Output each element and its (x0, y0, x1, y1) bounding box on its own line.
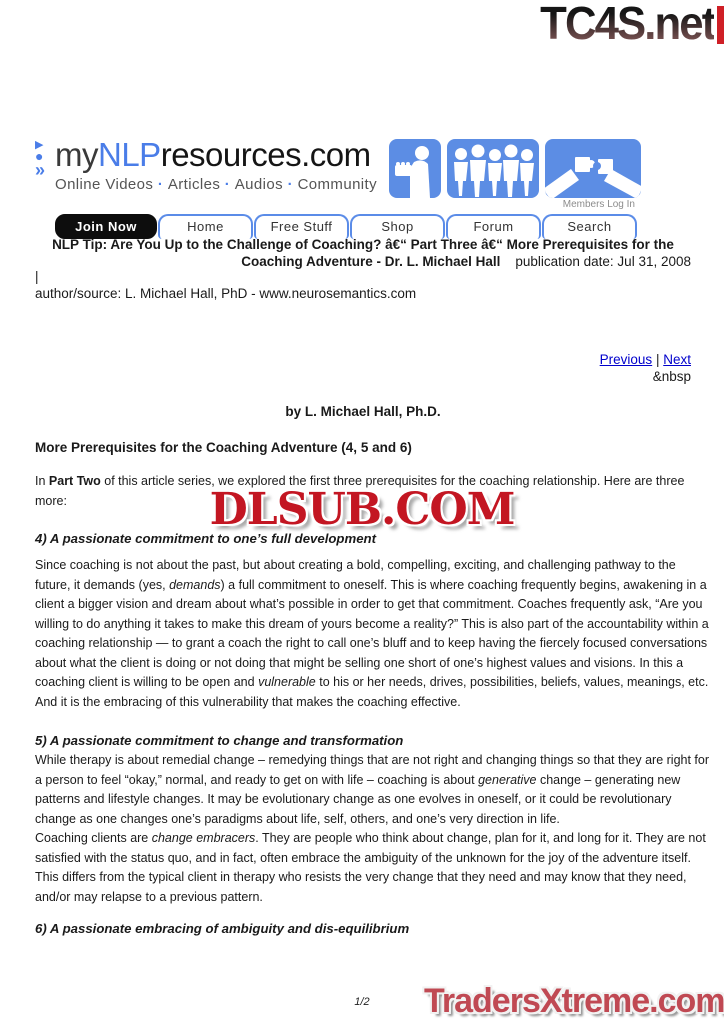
tc4s-watermark: TC4S.net (539, 0, 714, 49)
author-source-line: author/source: L. Michael Hall, PhD - www.neurosemantics.com (35, 286, 417, 301)
puzzle-hands-image (545, 139, 641, 198)
article-byline: by L. Michael Hall, Ph.D. (285, 404, 441, 419)
site-tagline: Online Videos · Articles · Audios · Community (55, 176, 378, 193)
section-5-heading: 5) A passionate commitment to change and transformation (35, 733, 404, 748)
section-4-paragraph: Since coaching is not about the past, but about creating a bold, compelling, exciting, and challenging pathway to the future, it demands (yes, demands) a full commitment to oneself. This is where coaching frequently begins, awakening in a client a bigger vision and dream about what’s possible in order to get that commitment. Coaches frequently ask, “Are you willing to do anything it takes to make this dream of yours become a reality?” This is also part of the accountability within a coaching relationship — to grant a coach the right to call one’s bluff and to keep having the fiercely focused conversations about what the client is doing or not doing that might be selling one short of one’s highest values and visions. In this a coaching client is willing to be open and vulnerable to his or her needs, drives, possibilities, beliefs, values, meanings, etc. And it is the embracing of this vulnerability that makes the coaching effective. (35, 558, 709, 709)
nav-tab-join-now[interactable]: Join Now (55, 214, 157, 239)
dot-icon: ● (35, 148, 44, 164)
people-group-image (447, 139, 539, 198)
section-5-paragraphs (35, 751, 711, 907)
members-login-link[interactable]: Members Log In (562, 199, 635, 210)
nav-tab-free-stuff[interactable]: Free Stuff (254, 214, 349, 239)
pipe-separator: | (35, 269, 39, 284)
nav-tab-forum[interactable]: Forum (446, 214, 541, 239)
article-section-heading: More Prerequisites for the Coaching Adventure (4, 5 and 6) (35, 440, 412, 455)
tradersxtreme-watermark: TradersXtreme.com (424, 982, 724, 1020)
header-image-strip (389, 139, 641, 198)
nav-tab-home[interactable]: Home (158, 214, 253, 239)
previous-link[interactable]: Previous (599, 352, 653, 367)
dlsub-watermark: DLSUB.COM (209, 484, 515, 535)
play-icon: ▶ (35, 139, 44, 151)
intro-paragraph: In Part Two of this article series, we explored the first three prerequisites for the coaching relationship. Here are three more: (35, 474, 685, 508)
site-name (55, 138, 377, 172)
page-number: 1/2 (354, 996, 370, 1008)
article-title-line1: NLP Tip: Are You Up to the Challenge of Coaching? â€“ Part Three â€“ More Prerequisites for the (52, 237, 674, 252)
link-separator-glyph: | (655, 352, 660, 367)
article-title-line2: Coaching Adventure - Dr. L. Michael Hall publication date: Jul 31, 2008 (241, 254, 691, 269)
section-5-paragraph-1: While therapy is about remedial change – remedying things that are not right and changing things so that they are right for a person to feel “okay,” normal, and ready to get on with life – coaching is about generative change – generating new patterns and lifestyle changes. It may be evolutionary change as one evolves in oneself, or it could be revolutionary change as one changes one’s paradigms about life, self, others, and one’s very direction in life. (35, 753, 710, 826)
section-6-heading: 6) A passionate embracing of ambiguity and dis-equilibrium (35, 921, 410, 936)
media-logo-icon (35, 139, 55, 180)
pagination-links (35, 352, 691, 367)
section-4-heading: 4) A passionate commitment to one’s full development (35, 531, 376, 546)
next-link[interactable]: Next (663, 352, 691, 367)
site-logo[interactable] (35, 138, 377, 193)
red-strip-decoration (717, 6, 724, 44)
videographer-image (389, 139, 441, 198)
logo-my: my (55, 136, 98, 173)
logo-nlp: NLP (98, 136, 161, 173)
logo-rest: resources.com (160, 136, 371, 173)
nav-tab-search[interactable]: Search (542, 214, 637, 239)
nav-tab-shop[interactable]: Shop (350, 214, 445, 239)
fast-forward-icon: » (35, 160, 46, 180)
nbsp-artifact-text: &nbsp (652, 369, 691, 384)
section-5-paragraph-2: Coaching clients are change embracers. They are people who think about change, plan for it, and long for it. They are not satisfied with the status quo, and in fact, often embrace the ambiguity of the unknown for the joy of the adventure itself. This differs from the typical client in therapy who resists the very change that they need and may know that they need, and/or may relapse to a previous pattern. (35, 831, 706, 904)
